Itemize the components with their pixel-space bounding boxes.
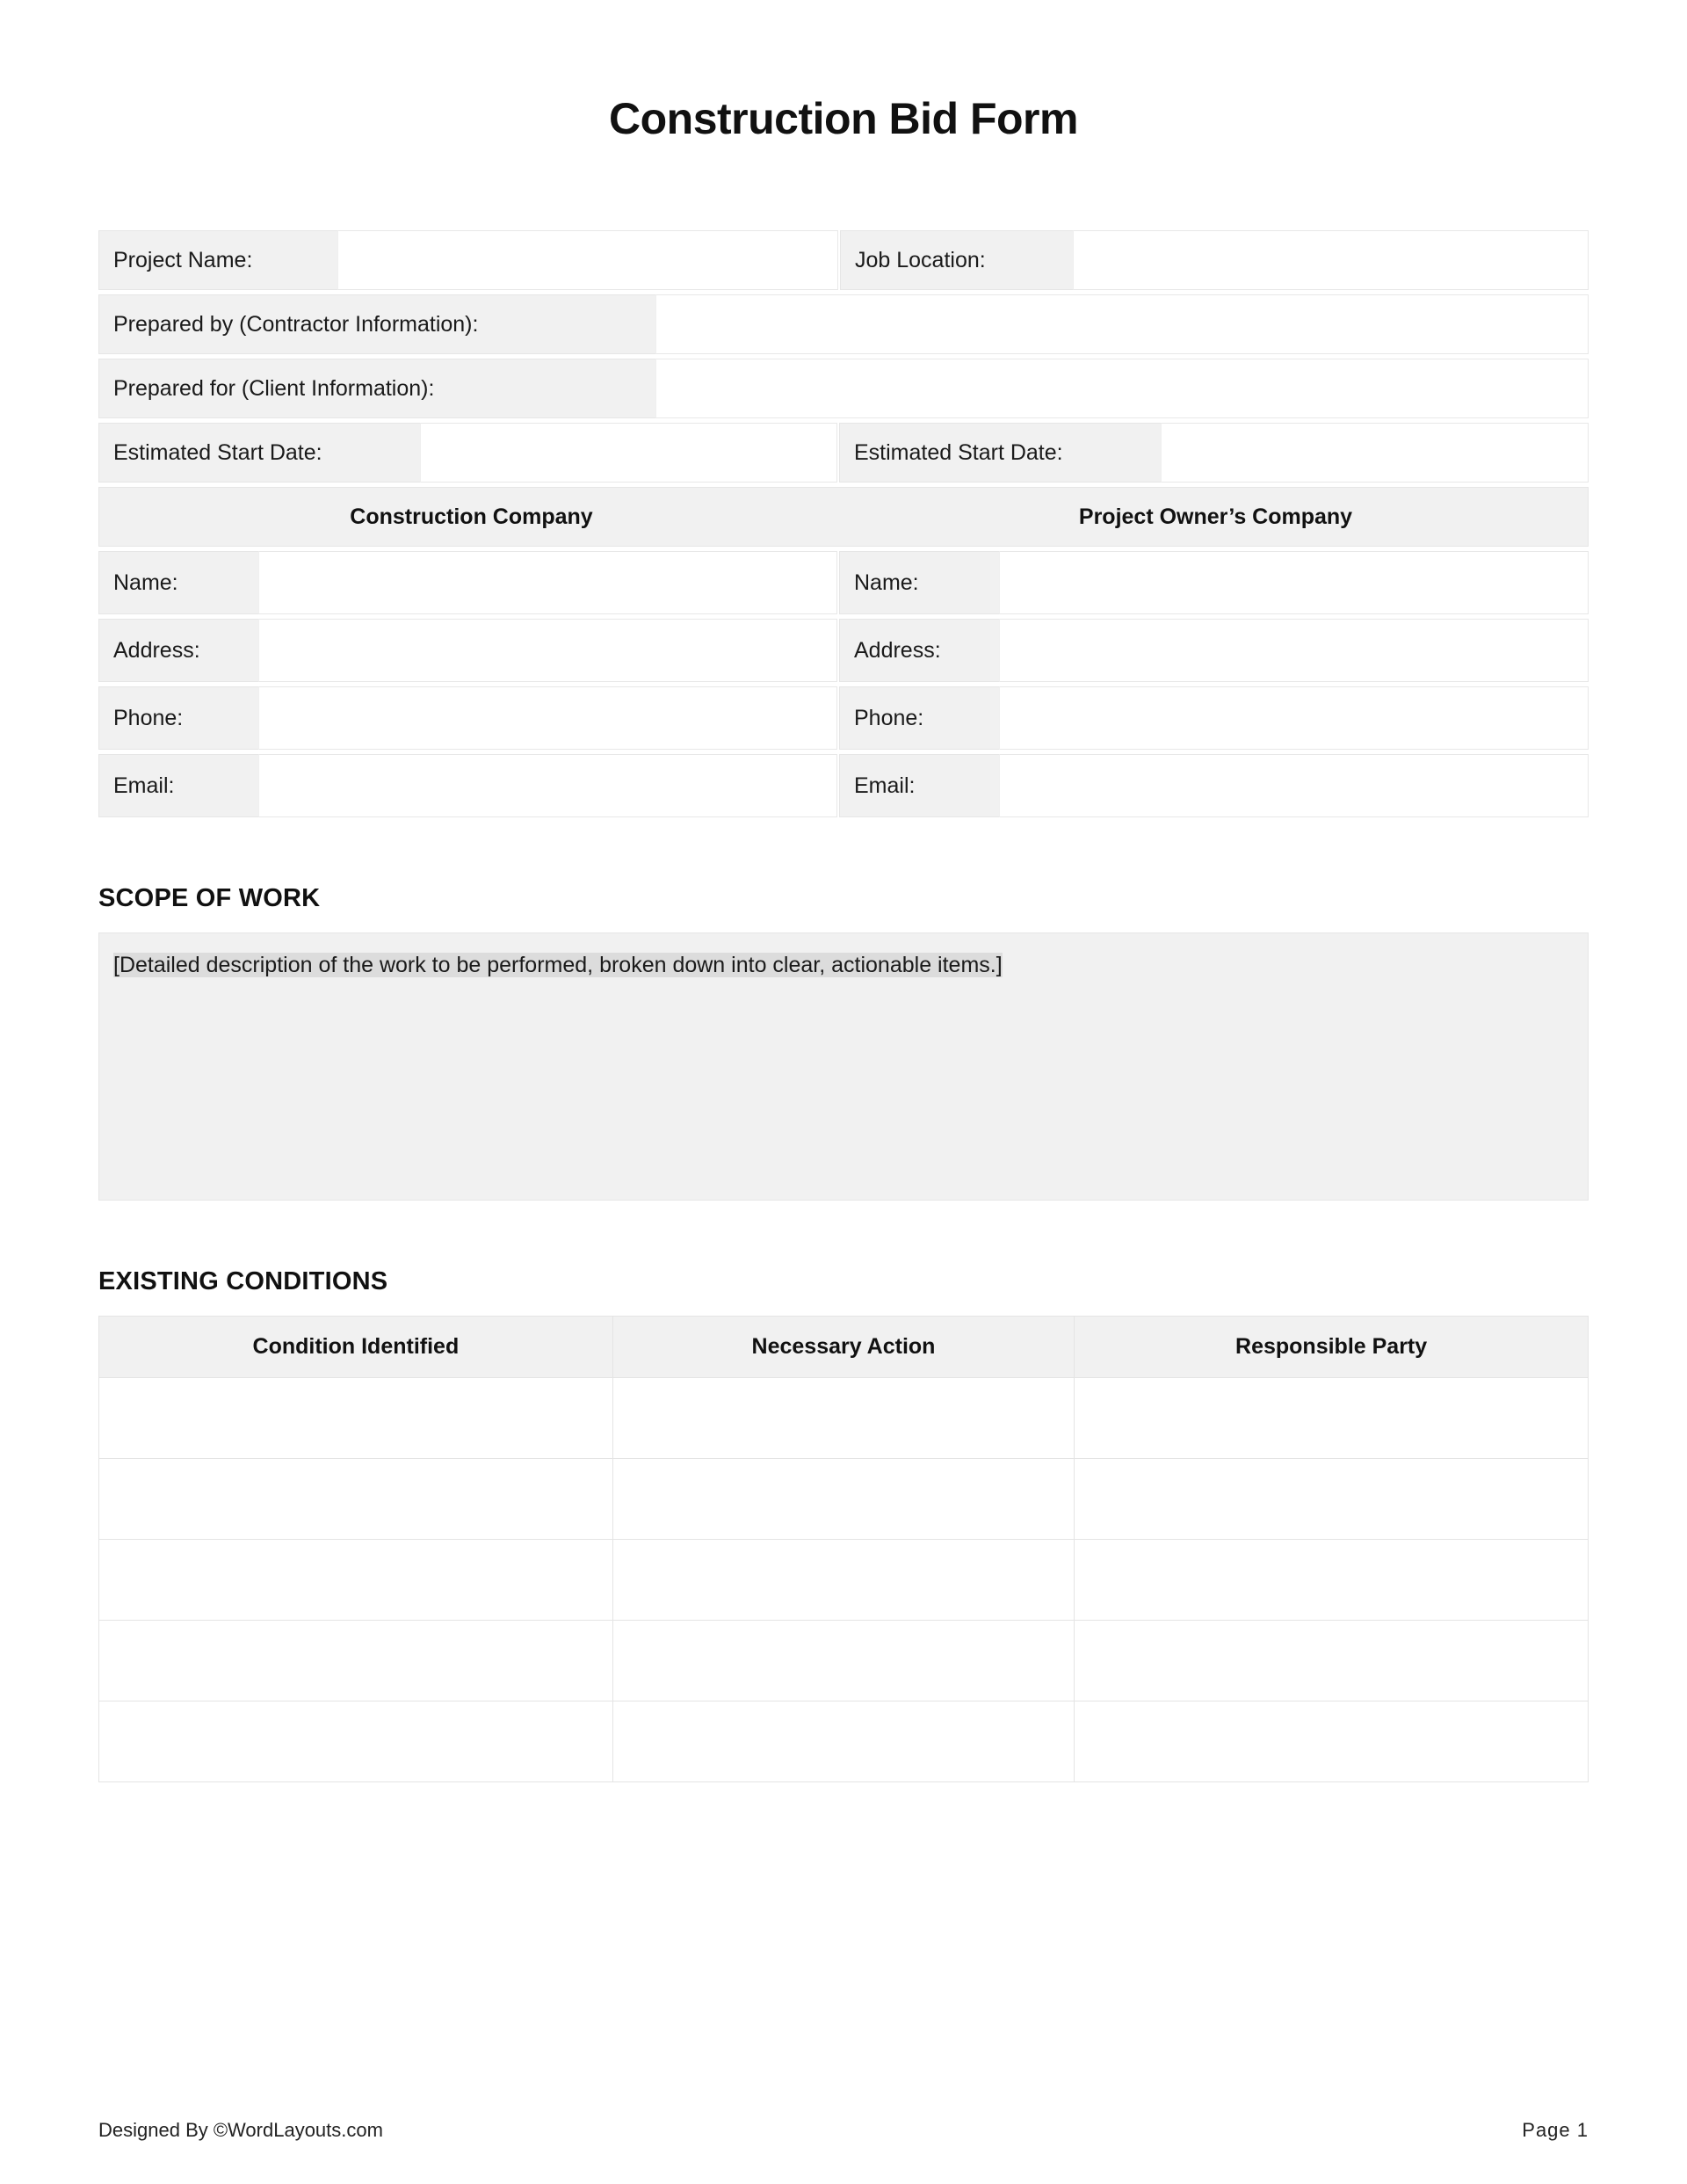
contractor-address-input[interactable] [258, 619, 837, 682]
owner-phone-label: Phone: [839, 686, 999, 750]
cell-necessary-action[interactable] [612, 1459, 1074, 1540]
cell-necessary-action[interactable] [612, 1701, 1074, 1782]
cell-condition-identified[interactable] [99, 1701, 613, 1782]
owner-email-label: Email: [839, 754, 999, 817]
project-owner-company-header: Project Owner’s Company [1078, 504, 1353, 529]
company-header-row [98, 487, 1589, 547]
cell-condition-identified[interactable] [99, 1378, 613, 1459]
estimated-start-date-input-2[interactable] [1161, 423, 1589, 483]
footer-page-number: Page 1 [1522, 2119, 1589, 2141]
contractor-name-label: Name: [98, 551, 258, 614]
prepared-by-input[interactable] [655, 294, 1589, 354]
existing-conditions-table [98, 1316, 1589, 1782]
table-row [99, 1621, 1589, 1701]
project-name-label: Project Name: [98, 230, 337, 290]
column-header-responsible-party: Responsible Party [1075, 1317, 1589, 1378]
prepared-for-label: Prepared for (Client Information): [98, 359, 655, 418]
contractor-address-label: Address: [98, 619, 258, 682]
owner-phone-input[interactable] [999, 686, 1589, 750]
table-row [99, 1378, 1589, 1459]
project-name-input[interactable] [337, 230, 838, 290]
contractor-name-input[interactable] [258, 551, 837, 614]
cell-necessary-action[interactable] [612, 1621, 1074, 1701]
info-row-project-name [98, 230, 1589, 290]
contractor-phone-label: Phone: [98, 686, 258, 750]
contractor-phone-input[interactable] [258, 686, 837, 750]
owner-address-input[interactable] [999, 619, 1589, 682]
prepared-for-input[interactable] [655, 359, 1589, 418]
cell-condition-identified[interactable] [99, 1621, 613, 1701]
cell-condition-identified[interactable] [99, 1540, 613, 1621]
cell-condition-identified[interactable] [99, 1459, 613, 1540]
owner-address-label: Address: [839, 619, 999, 682]
scope-of-work-placeholder: [Detailed description of the work to be performed, broken down into clear, actionable items.] [113, 953, 1003, 977]
owner-name-label: Name: [839, 551, 999, 614]
table-row [99, 1701, 1589, 1782]
page-footer [98, 2119, 1589, 2142]
cell-responsible-party[interactable] [1075, 1540, 1589, 1621]
estimated-start-date-label: Estimated Start Date: [98, 423, 420, 483]
scope-of-work-textarea[interactable] [98, 932, 1589, 1201]
construction-company-header: Construction Company [350, 504, 593, 529]
cell-responsible-party[interactable] [1075, 1459, 1589, 1540]
cell-responsible-party[interactable] [1075, 1378, 1589, 1459]
project-info-table [98, 230, 1589, 817]
page-title: Construction Bid Form [609, 94, 1078, 143]
contractor-email-label: Email: [98, 754, 258, 817]
contact-row-email [98, 754, 1589, 817]
owner-email-input[interactable] [999, 754, 1589, 817]
cell-responsible-party[interactable] [1075, 1701, 1589, 1782]
table-row [99, 1459, 1589, 1540]
cell-necessary-action[interactable] [612, 1540, 1074, 1621]
contractor-email-input[interactable] [258, 754, 837, 817]
contact-row-name [98, 551, 1589, 614]
cell-responsible-party[interactable] [1075, 1621, 1589, 1701]
table-header-row [99, 1317, 1589, 1378]
scope-of-work-heading: SCOPE OF WORK [98, 884, 321, 912]
column-header-condition-identified: Condition Identified [99, 1317, 613, 1378]
table-row [99, 1540, 1589, 1621]
info-row-prepared-by [98, 294, 1589, 354]
cell-necessary-action[interactable] [612, 1378, 1074, 1459]
existing-conditions-heading: EXISTING CONDITIONS [98, 1267, 388, 1295]
job-location-input[interactable] [1073, 230, 1589, 290]
job-location-label: Job Location: [840, 230, 1073, 290]
prepared-by-label: Prepared by (Contractor Information): [98, 294, 655, 354]
info-row-estimated-dates [98, 423, 1589, 483]
estimated-start-date-label-2: Estimated Start Date: [839, 423, 1161, 483]
contact-row-phone [98, 686, 1589, 750]
contact-row-address [98, 619, 1589, 682]
owner-name-input[interactable] [999, 551, 1589, 614]
info-row-prepared-for [98, 359, 1589, 418]
estimated-start-date-input[interactable] [420, 423, 837, 483]
column-header-necessary-action: Necessary Action [612, 1317, 1074, 1378]
footer-credit: Designed By ©WordLayouts.com [98, 2119, 383, 2141]
